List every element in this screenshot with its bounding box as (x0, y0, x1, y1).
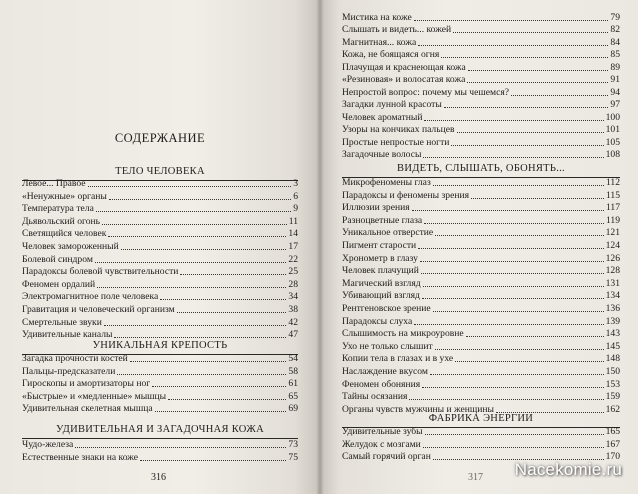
dot-leader (409, 399, 603, 400)
toc-entry-title: Желудок с мозгами (342, 438, 421, 450)
dot-leader (423, 286, 604, 287)
toc-entry (342, 61, 620, 73)
dot-leader (168, 399, 286, 400)
dot-leader (414, 324, 603, 325)
toc-entry-page: 97 (610, 99, 620, 111)
toc-entry-page: 38 (288, 304, 298, 315)
dot-leader (423, 447, 604, 448)
section-title: ВИДЕТЬ, СЛЫШАТЬ, ОБОНЯТЬ... (397, 163, 565, 174)
dot-leader (109, 199, 291, 200)
toc-entry-page: 115 (605, 189, 620, 201)
toc-entry-title: Тайны осязания (342, 391, 408, 403)
toc-entry-title: Самый горячий орган (342, 451, 431, 463)
toc-entry-page: 89 (610, 61, 620, 73)
dot-leader (511, 95, 608, 96)
toc-entry-title: Пальцы-предсказатели (22, 365, 116, 377)
toc-entry-title: Левое... Правое (22, 178, 86, 189)
toc-entry-title: Удивительная скелетная мышца (22, 403, 153, 415)
toc-entry (22, 438, 298, 450)
dot-leader (441, 57, 608, 58)
toc-entry-title: Микрофеномены глаз (342, 177, 431, 188)
toc-entry-title: Наслаждение вкусом (342, 366, 428, 377)
toc-entry-title: Удивительные зубы (342, 426, 423, 437)
toc-entry-title: Загадочные волосы (342, 148, 422, 160)
dot-leader (422, 298, 604, 299)
toc-entry (22, 215, 298, 227)
toc-entry (342, 201, 620, 213)
toc-entry-page: 58 (288, 365, 298, 377)
toc-entry (22, 303, 298, 315)
toc-entry-title: Температура тела (22, 203, 94, 215)
dot-leader (88, 186, 292, 187)
toc-entry-title: Загадка прочности костей (22, 353, 128, 364)
dot-leader (435, 349, 604, 350)
toc-entry-page: 84 (610, 36, 620, 48)
dot-leader (457, 132, 604, 133)
toc-entry-page: 94 (610, 86, 620, 98)
dot-leader (420, 261, 604, 262)
toc-entry-title: Плачущая и краснеющая кожа (342, 61, 466, 73)
toc-entry-page: 34 (288, 291, 298, 303)
book-gutter (316, 0, 324, 494)
toc-entry (22, 240, 298, 252)
toc-entry-title: Феномен обоняния (342, 378, 421, 390)
toc-entry-page: 82 (610, 24, 620, 36)
toc-entry-title: Человек замороженный (22, 241, 119, 252)
section-title: ТЕЛО ЧЕЛОВЕКА (115, 166, 205, 177)
toc-entry-title: Уникальное отверстие (342, 227, 434, 239)
toc-entry (342, 11, 620, 23)
toc-entry-page: 112 (605, 177, 620, 188)
dot-leader (117, 374, 286, 375)
toc-entry-title: Феномен ордалий (22, 278, 96, 290)
toc-entry-title: Чудо-железа (22, 439, 74, 450)
dot-leader (471, 198, 604, 199)
toc-entry-title: Дьявольский огонь (22, 215, 101, 227)
toc-entry-title: Кожа, не боящаяся огня (342, 49, 440, 61)
dot-leader (433, 311, 604, 312)
toc-entry (342, 86, 620, 98)
toc-entry (342, 425, 620, 437)
toc-heading: СОДЕРЖАНИЕ (114, 131, 206, 145)
toc-entry-page: 119 (605, 214, 620, 226)
section-title: ФАБРИКА ЭНЕРГИИ (428, 413, 534, 424)
dot-leader (418, 248, 603, 249)
toc-entry (342, 378, 620, 390)
toc-entry (342, 252, 620, 264)
toc-entry-title: Болевой синдром (22, 253, 93, 265)
toc-entry-title: Слышимость на микроуровне (342, 328, 464, 340)
dot-leader (418, 45, 608, 46)
toc-entry (342, 148, 620, 160)
section-title: УНИКАЛЬНАЯ КРЕПОСТЬ (92, 340, 228, 351)
toc-entry-page: 9 (293, 203, 298, 215)
toc-entry (22, 177, 298, 189)
toc-entry-page: 117 (605, 202, 620, 214)
toc-entry-page: 167 (605, 438, 620, 450)
toc-entry (22, 377, 298, 389)
toc-entry-title: Магический взгляд (342, 277, 421, 289)
toc-entry-page: 148 (605, 353, 620, 365)
toc-entry-title: Гироскопы и амортизаторы ног (22, 378, 151, 390)
dot-leader (155, 411, 287, 412)
toc-entry-title: Естественные знаки на коже (22, 451, 139, 463)
toc-entry-title: Магнитная... кожа (342, 36, 417, 48)
toc-entry-title: Гравитация и человеческий организм (22, 304, 175, 315)
dot-leader (468, 70, 609, 71)
dot-leader (75, 447, 286, 448)
toc-entry-title: Удивительные каналы (22, 329, 113, 341)
dot-leader (424, 223, 604, 224)
toc-entry (342, 214, 620, 226)
toc-entry-title: Копии тела в глазах и в ухе (342, 353, 454, 365)
toc-entry (342, 327, 620, 339)
toc-entry-title: Смертельные звуки (22, 316, 102, 328)
toc-entry (22, 227, 298, 239)
toc-entry-page: 165 (605, 426, 620, 437)
dot-leader (455, 361, 603, 362)
dot-leader (423, 157, 603, 158)
toc-entry-title: «Ненужные» органы (22, 190, 107, 202)
toc-entry-page: 14 (288, 228, 298, 240)
toc-entry (342, 98, 620, 110)
toc-entry (342, 123, 620, 135)
toc-entry-title: Светящийся человек (22, 228, 107, 240)
toc-entry-page: 121 (605, 227, 620, 239)
dot-leader (421, 273, 604, 274)
toc-entry-page: 91 (610, 74, 620, 86)
dot-leader (453, 32, 608, 33)
toc-entry (342, 438, 620, 450)
toc-entry (22, 365, 298, 377)
toc-entry-page: 17 (288, 241, 298, 252)
toc-entry-page: 143 (605, 328, 620, 340)
toc-entry-title: Загадки лунной красоты (342, 99, 442, 111)
toc-entry-page: 150 (605, 366, 620, 377)
toc-entry (342, 189, 620, 201)
toc-entry (22, 190, 298, 202)
toc-entry-page: 101 (605, 124, 620, 136)
toc-entry-title: Ухо не только слышит (342, 340, 433, 352)
toc-entry (22, 202, 298, 214)
toc-entry-page: 153 (605, 378, 620, 390)
page-number-left: 316 (151, 472, 166, 483)
toc-entry-title: «Резиновая» и волосатая кожа (342, 74, 466, 86)
dot-leader (160, 299, 286, 300)
toc-entry-page: 139 (605, 315, 620, 327)
toc-entry-title: «Быстрые» и «медленные» мышцы (22, 390, 167, 402)
toc-entry-page: 28 (288, 278, 298, 290)
toc-entry (342, 36, 620, 48)
toc-entry-page: 75 (288, 451, 298, 463)
toc-entry-page: 145 (605, 340, 620, 352)
toc-entry-title: Рентгеновское зрение (342, 303, 431, 314)
toc-entry-page: 61 (288, 378, 298, 390)
dot-leader (108, 236, 286, 237)
toc-entry-page: 3 (293, 178, 298, 189)
toc-entry (342, 352, 620, 364)
dot-leader (152, 386, 286, 387)
dot-leader (451, 145, 603, 146)
toc-entry-page: 136 (605, 303, 620, 314)
toc-entry-page: 22 (288, 253, 298, 265)
toc-entry (22, 352, 298, 364)
toc-entry-page: 162 (605, 403, 620, 415)
toc-entry (22, 451, 298, 463)
toc-entry-title: Парадоксы и феномены зрения (342, 189, 470, 201)
toc-entry-title: Непростой вопрос: почему мы чешемся? (342, 86, 510, 98)
toc-entry (342, 302, 620, 314)
dot-leader (466, 336, 604, 337)
toc-entry-title: Парадоксы болевой чувствительности (22, 266, 179, 278)
dot-leader (121, 249, 287, 250)
toc-entry (342, 289, 620, 301)
toc-entry-title: Узоры на кончиках пальцев (342, 124, 455, 136)
toc-entry (342, 226, 620, 238)
toc-entry (22, 390, 298, 402)
dot-leader (435, 235, 603, 236)
toc-entry-page: 170 (605, 451, 620, 463)
toc-entry-title: Человек ароматный (342, 111, 423, 123)
toc-entry (22, 253, 298, 265)
dot-leader (180, 274, 286, 275)
toc-entry (342, 390, 620, 402)
dot-leader (104, 325, 287, 326)
dot-leader (425, 434, 604, 435)
toc-entry-title: Пигмент старости (342, 240, 417, 251)
toc-entry-page: 131 (605, 277, 620, 289)
toc-entry-page: 6 (293, 190, 298, 202)
toc-entry-page: 73 (288, 439, 298, 450)
toc-entry-page: 124 (605, 240, 620, 251)
toc-entry (342, 111, 620, 123)
dot-leader (433, 185, 604, 186)
toc-entry-page: 128 (605, 265, 620, 277)
dot-leader (95, 262, 286, 263)
dot-leader (114, 337, 286, 338)
toc-entry-page: 100 (605, 111, 620, 123)
toc-entry (342, 48, 620, 60)
dot-leader (102, 224, 287, 225)
toc-entry-page: 25 (288, 266, 298, 278)
toc-entry (342, 73, 620, 85)
watermark: Nacekomie.ru (514, 460, 622, 479)
toc-entry (342, 365, 620, 377)
toc-entry-page: 105 (605, 136, 620, 148)
page-number-right: 317 (468, 472, 483, 483)
toc-entry (22, 278, 298, 290)
toc-entry-page: 69 (288, 403, 298, 415)
toc-entry (342, 23, 620, 35)
toc-entry (22, 265, 298, 277)
toc-entry-page: 47 (288, 329, 298, 341)
dot-leader (424, 120, 603, 121)
toc-entry (342, 239, 620, 251)
toc-entry-title: Человек плачущий (342, 265, 419, 277)
dot-leader (177, 312, 287, 313)
dot-leader (430, 374, 604, 375)
section-title: УДИВИТЕЛЬНАЯ И ЗАГАДОЧНАЯ КОЖА (55, 424, 265, 435)
toc-entry (342, 136, 620, 148)
right-page (320, 0, 638, 494)
dot-leader (412, 210, 604, 211)
toc-entry-page: 65 (288, 390, 298, 402)
toc-entry-page: 159 (605, 391, 620, 403)
toc-entry-title: Разноцветные глаза (342, 214, 423, 226)
toc-entry-page: 42 (288, 316, 298, 328)
toc-entry-page: 54 (288, 353, 298, 364)
toc-entry-title: Простые непростые ногти (342, 136, 450, 148)
toc-entry-title: Электромагнитное поле человека (22, 291, 159, 303)
dot-leader (96, 211, 291, 212)
toc-entry (342, 315, 620, 327)
toc-entry-title: Слышать и видеть... кожей (342, 24, 452, 36)
toc-entry-page: 11 (288, 215, 298, 227)
toc-entry (22, 290, 298, 302)
toc-entry (342, 176, 620, 188)
dot-leader (130, 361, 287, 362)
toc-entry-page: 108 (605, 148, 620, 160)
toc-entry (342, 340, 620, 352)
toc-entry (22, 402, 298, 414)
dot-leader (140, 460, 286, 461)
toc-entry-page: 79 (610, 12, 620, 23)
toc-entry (342, 264, 620, 276)
toc-entry-title: Хронометр в глазу (342, 252, 418, 264)
dot-leader (444, 107, 609, 108)
toc-entry-title: Убивающий взгляд (342, 290, 420, 302)
toc-entry (22, 328, 298, 340)
toc-entry (342, 277, 620, 289)
toc-entry-page: 126 (605, 252, 620, 264)
toc-entry-title: Органы чувств мужчины и женщины (342, 403, 494, 415)
dot-leader (414, 20, 609, 21)
toc-entry (22, 316, 298, 328)
dot-leader (97, 287, 286, 288)
toc-entry-title: Мистика на коже (342, 12, 412, 23)
dot-leader (467, 82, 608, 83)
toc-entry-page: 85 (610, 49, 620, 61)
toc-entry-title: Парадоксы слуха (342, 315, 413, 327)
toc-entry-page: 134 (605, 290, 620, 302)
dot-leader (422, 387, 603, 388)
toc-entry-title: Иллюзии зрения (342, 202, 410, 214)
